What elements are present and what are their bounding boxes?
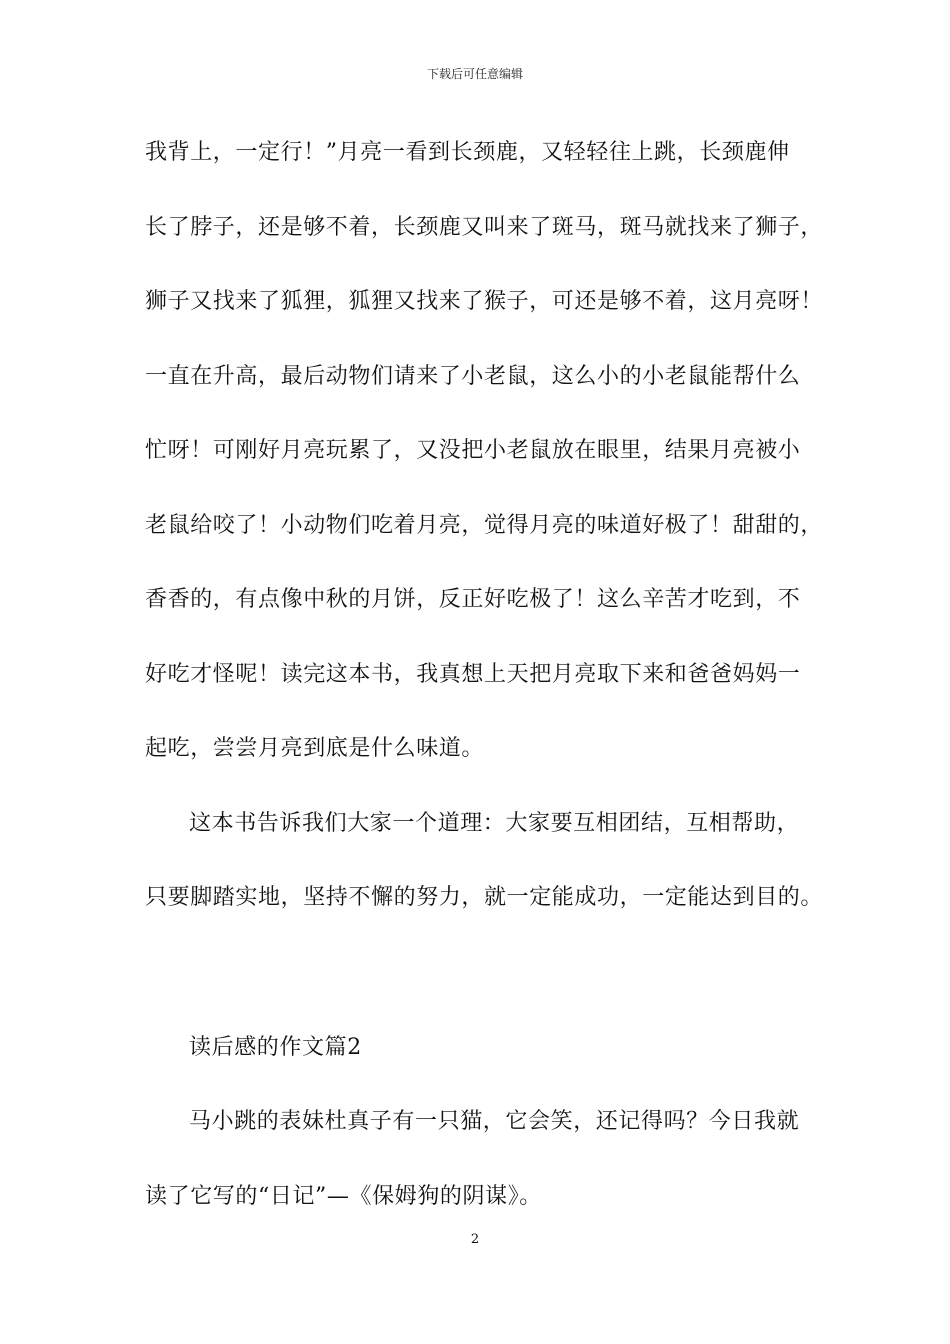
paragraph-line: 我背上，一定行！”月亮一看到长颈鹿，又轻轻往上跳，长颈鹿伸: [145, 140, 790, 165]
paragraph-line: 好吃才怪呢！读完这本书，我真想上天把月亮取下来和爸爸妈妈一: [145, 662, 801, 687]
paragraph-line: 忙呀！可刚好月亮玩累了，又没把小老鼠放在眼里，结果月亮被小: [145, 438, 801, 463]
section-heading: 读后感的作文篇2: [189, 1035, 362, 1060]
paragraph-line: 长了脖子，还是够不着，长颈鹿又叫来了斑马，斑马就找来了狮子，: [145, 215, 824, 240]
paragraph-line: 只要脚踏实地，坚持不懈的努力，就一定能成功，一定能达到目的。: [145, 885, 824, 910]
paragraph-line: 一直在升高，最后动物们请来了小老鼠，这么小的小老鼠能帮什么: [145, 364, 801, 389]
paragraph-line: 老鼠给咬了！小动物们吃着月亮，觉得月亮的味道好极了！甜甜的，: [145, 513, 824, 538]
paragraph-line: 马小跳的表妹杜真子有一只猫，它会笑，还记得吗？今日我就: [189, 1109, 800, 1134]
page-header: 下载后可任意编辑: [426, 67, 523, 81]
paragraph-line: 香香的，有点像中秋的月饼，反正好吃极了！这么辛苦才吃到，不: [145, 587, 801, 612]
paragraph-line: 读了它写的“日记”—《保姆狗的阴谋》。: [145, 1184, 542, 1209]
page-number: 2: [470, 1232, 480, 1247]
paragraph-line: 起吃，尝尝月亮到底是什么味道。: [145, 736, 485, 761]
paragraph-line: 狮子又找来了狐狸，狐狸又找来了猴子，可还是够不着，这月亮呀！: [145, 289, 824, 314]
paragraph-line: 这本书告诉我们大家一个道理：大家要互相团结，互相帮助，: [189, 811, 800, 836]
